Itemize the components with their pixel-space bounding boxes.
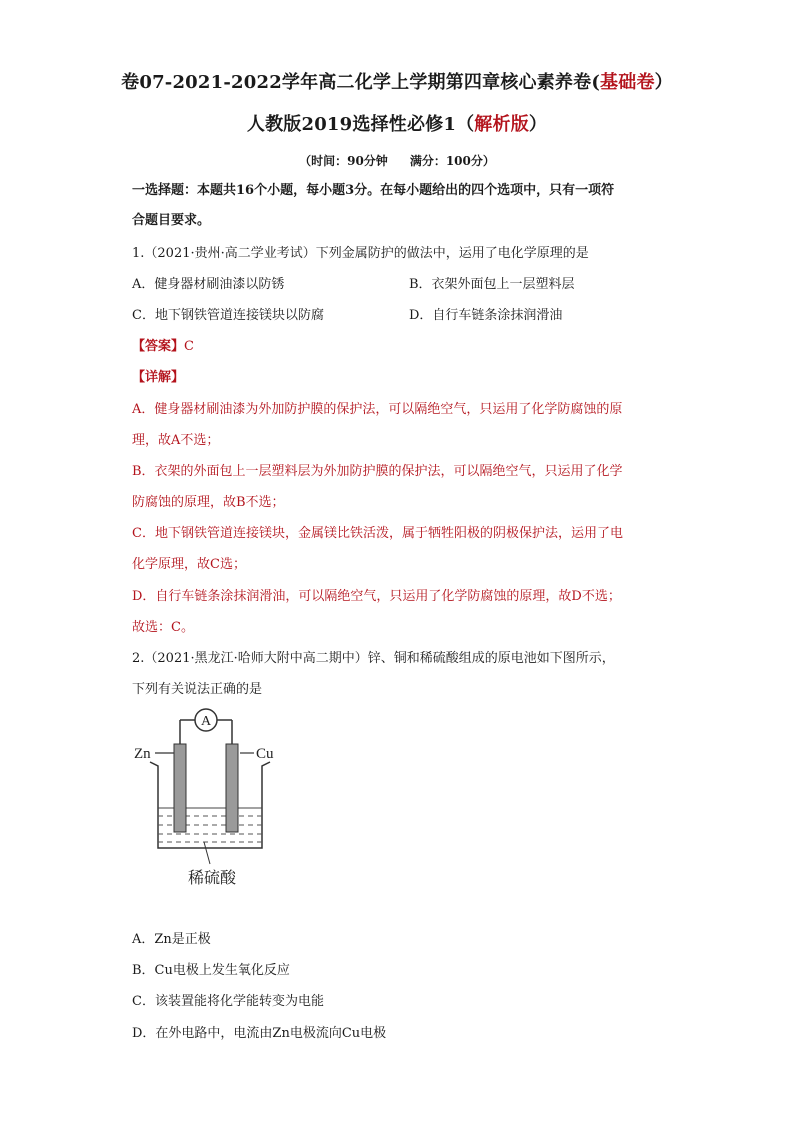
title-close: ） (654, 72, 673, 93)
subtitle-main: 人教版2019选择性必修1（ (246, 114, 475, 135)
detail-label: 【详解】 (132, 370, 185, 385)
exam-time: （时间：90分钟 (299, 154, 388, 168)
explanation-line-2: 理，故A不选； (132, 433, 220, 448)
beaker-icon (150, 762, 270, 848)
q2-option-a: A．Zn是正极 (132, 932, 211, 947)
title-highlight: 基础卷 (600, 72, 655, 93)
q1-stem: 1.（2021·贵州·高二学业考试）下列金属防护的做法中，运用了电化学原理的是 (132, 246, 589, 261)
explanation-line-8: 故选：C。 (132, 620, 194, 635)
title-main: 卷07-2021-2022学年高二化学上学期第四章核心素养卷( (121, 72, 601, 93)
explanation-line-7: D．自行车链条涂抹润滑油，可以隔绝空气，只运用了化学防腐蚀的原理，故D不选； (132, 589, 621, 604)
explanation-line-1: A．健身器材刷油漆为外加防护膜的保护法，可以隔绝空气，只运用了化学防腐蚀的原 (132, 402, 623, 417)
cu-electrode (226, 744, 238, 832)
subtitle-close: ） (528, 114, 548, 135)
q1-option-b: B．衣架外面包上一层塑料层 (409, 277, 575, 292)
solution-leader-line (204, 842, 210, 864)
q2-option-b: B．Cu电极上发生氧化反应 (132, 963, 290, 978)
zn-label: Zn (134, 746, 151, 762)
explanation-line-3: B．衣架的外面包上一层塑料层为外加防护膜的保护法，可以隔绝空气，只运用了化学 (132, 464, 623, 479)
exam-score: 满分：100分） (409, 154, 495, 168)
q2-stem-line-1: 2.（2021·黑龙江·哈师大附中高二期中）锌、铜和稀硫酸组成的原电池如下图所示， (132, 651, 615, 666)
q2-stem-line-2: 下列有关说法正确的是 (132, 682, 263, 697)
explanation-line-5: C．地下钢铁管道连接镁块，金属镁比铁活泼，属于牺牲阳极的阴极保护法，运用了电 (132, 526, 623, 541)
q1-option-a: A．健身器材刷油漆以防锈 (132, 277, 285, 292)
q2-option-d: D．在外电路中，电流由Zn电极流向Cu电极 (132, 1026, 387, 1041)
instructions-line-1: 一选择题：本题共16个小题，每小题3分。在每小题给出的四个选项中，只有一项符 (132, 183, 615, 198)
q2-option-c: C．该装置能将化学能转变为电能 (132, 994, 324, 1009)
solution-label: 稀硫酸 (187, 868, 237, 887)
ammeter-label: A (200, 714, 212, 729)
cu-label: Cu (256, 746, 274, 762)
q1-answer (132, 338, 194, 356)
zn-electrode (174, 744, 186, 832)
explanation-line-6: 化学原理，故C选； (132, 557, 246, 572)
subtitle-highlight: 解析版 (474, 114, 529, 135)
q1-option-d: D．自行车链条涂抹润滑油 (409, 308, 563, 323)
answer-value: C (184, 339, 194, 354)
document-title (0, 68, 794, 94)
answer-label: 【答案】 (132, 339, 185, 354)
q1-option-c: C．地下钢铁管道连接镁块以防腐 (132, 308, 324, 323)
exam-info (0, 152, 794, 169)
instructions-line-2: 合题目要求。 (132, 213, 211, 228)
galvanic-cell-diagram (128, 708, 288, 894)
document-subtitle (0, 110, 794, 136)
explanation-line-4: 防腐蚀的原理，故B不选； (132, 495, 285, 510)
